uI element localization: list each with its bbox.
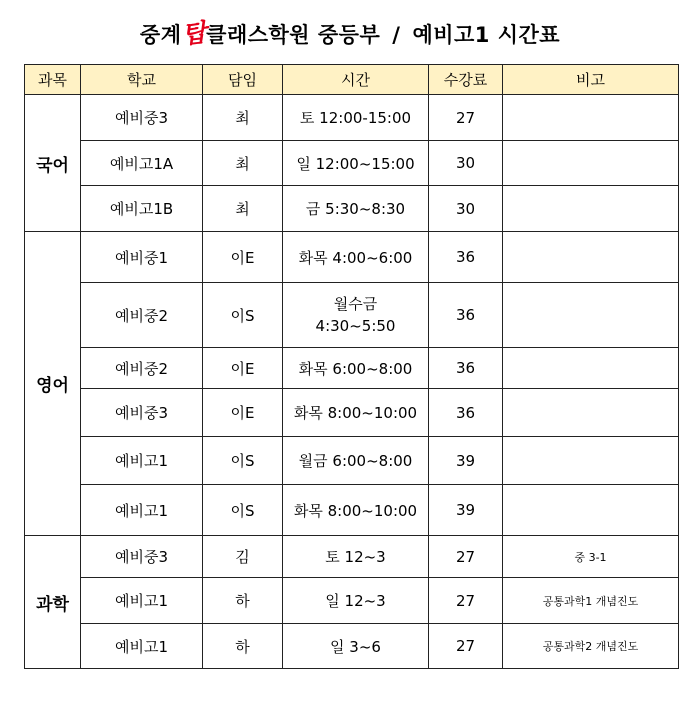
note-cell [503, 348, 679, 389]
header-fee: 수강료 [429, 65, 503, 95]
time-cell: 일 12~3 [283, 578, 429, 624]
time-cell: 화목 6:00~8:00 [283, 348, 429, 389]
note-cell: 중 3-1 [503, 536, 679, 578]
school-cell: 예비고1A [81, 141, 203, 186]
note-cell: 공통과학2 개념진도 [503, 624, 679, 669]
teacher-cell: 이S [203, 437, 283, 485]
time-line-hours: 4:30~5:50 [315, 317, 396, 335]
fee-cell: 39 [429, 485, 503, 536]
fee-cell: 36 [429, 283, 503, 348]
time-cell: 일 3~6 [283, 624, 429, 669]
header-note: 비고 [503, 65, 679, 95]
header-time: 시간 [283, 65, 429, 95]
school-cell: 예비중2 [81, 283, 203, 348]
school-cell: 예비중3 [81, 95, 203, 141]
table-row [25, 95, 679, 141]
time-cell: 금 5:30~8:30 [283, 186, 429, 232]
time-cell [283, 283, 429, 348]
fee-cell: 27 [429, 95, 503, 141]
header-teacher: 담임 [203, 65, 283, 95]
school-cell: 예비고1 [81, 578, 203, 624]
fee-cell: 36 [429, 389, 503, 437]
fee-cell: 30 [429, 186, 503, 232]
school-cell: 예비중2 [81, 348, 203, 389]
subject-cell-korean: 국어 [25, 95, 81, 232]
note-cell [503, 95, 679, 141]
teacher-cell: 이S [203, 283, 283, 348]
table-row [25, 141, 679, 186]
teacher-cell: 이E [203, 348, 283, 389]
note-cell [503, 437, 679, 485]
table-row [25, 578, 679, 624]
note-cell [503, 485, 679, 536]
time-cell: 화목 4:00~6:00 [283, 232, 429, 283]
fee-cell: 36 [429, 232, 503, 283]
teacher-cell: 최 [203, 95, 283, 141]
subject-cell-english: 영어 [25, 232, 81, 536]
school-cell: 예비고1 [81, 437, 203, 485]
fee-cell: 39 [429, 437, 503, 485]
note-cell [503, 186, 679, 232]
teacher-cell: 최 [203, 141, 283, 186]
table-header-row [25, 65, 679, 95]
time-cell: 월금 6:00~8:00 [283, 437, 429, 485]
note-cell [503, 232, 679, 283]
title-separator: / [392, 23, 401, 47]
schedule-table [24, 64, 679, 669]
table-row [25, 232, 679, 283]
school-cell: 예비중1 [81, 232, 203, 283]
table-row [25, 348, 679, 389]
header-subject: 과목 [25, 65, 81, 95]
teacher-cell: 이E [203, 232, 283, 283]
table-row [25, 485, 679, 536]
time-line-days: 월수금 [333, 295, 378, 313]
school-cell: 예비고1 [81, 624, 203, 669]
fee-cell: 27 [429, 624, 503, 669]
fee-cell: 27 [429, 536, 503, 578]
teacher-cell: 최 [203, 186, 283, 232]
teacher-cell: 이S [203, 485, 283, 536]
note-cell [503, 283, 679, 348]
time-cell: 화목 8:00~10:00 [283, 485, 429, 536]
school-cell: 예비중3 [81, 536, 203, 578]
note-cell [503, 389, 679, 437]
school-cell: 예비중3 [81, 389, 203, 437]
table-row [25, 186, 679, 232]
header-school: 학교 [81, 65, 203, 95]
teacher-cell: 하 [203, 578, 283, 624]
table-row [25, 389, 679, 437]
table-row [25, 437, 679, 485]
time-cell: 토 12:00-15:00 [283, 95, 429, 141]
fee-cell: 36 [429, 348, 503, 389]
time-cell: 토 12~3 [283, 536, 429, 578]
time-cell: 일 12:00~15:00 [283, 141, 429, 186]
fee-cell: 30 [429, 141, 503, 186]
teacher-cell: 이E [203, 389, 283, 437]
note-cell [503, 141, 679, 186]
title-part2: 클래스학원 중등부 [206, 23, 381, 47]
table-row [25, 536, 679, 578]
fee-cell: 27 [429, 578, 503, 624]
subject-cell-science: 과학 [25, 536, 81, 669]
title-logo-accent: 탑 [180, 17, 208, 50]
school-cell: 예비고1B [81, 186, 203, 232]
time-cell: 화목 8:00~10:00 [283, 389, 429, 437]
title-part3: 예비고1 시간표 [412, 23, 561, 47]
teacher-cell: 하 [203, 624, 283, 669]
page-title [0, 14, 700, 50]
school-cell: 예비고1 [81, 485, 203, 536]
note-cell: 공통과학1 개념진도 [503, 578, 679, 624]
teacher-cell: 김 [203, 536, 283, 578]
table-row [25, 624, 679, 669]
title-part1: 중계 [139, 23, 182, 47]
table-row [25, 283, 679, 348]
